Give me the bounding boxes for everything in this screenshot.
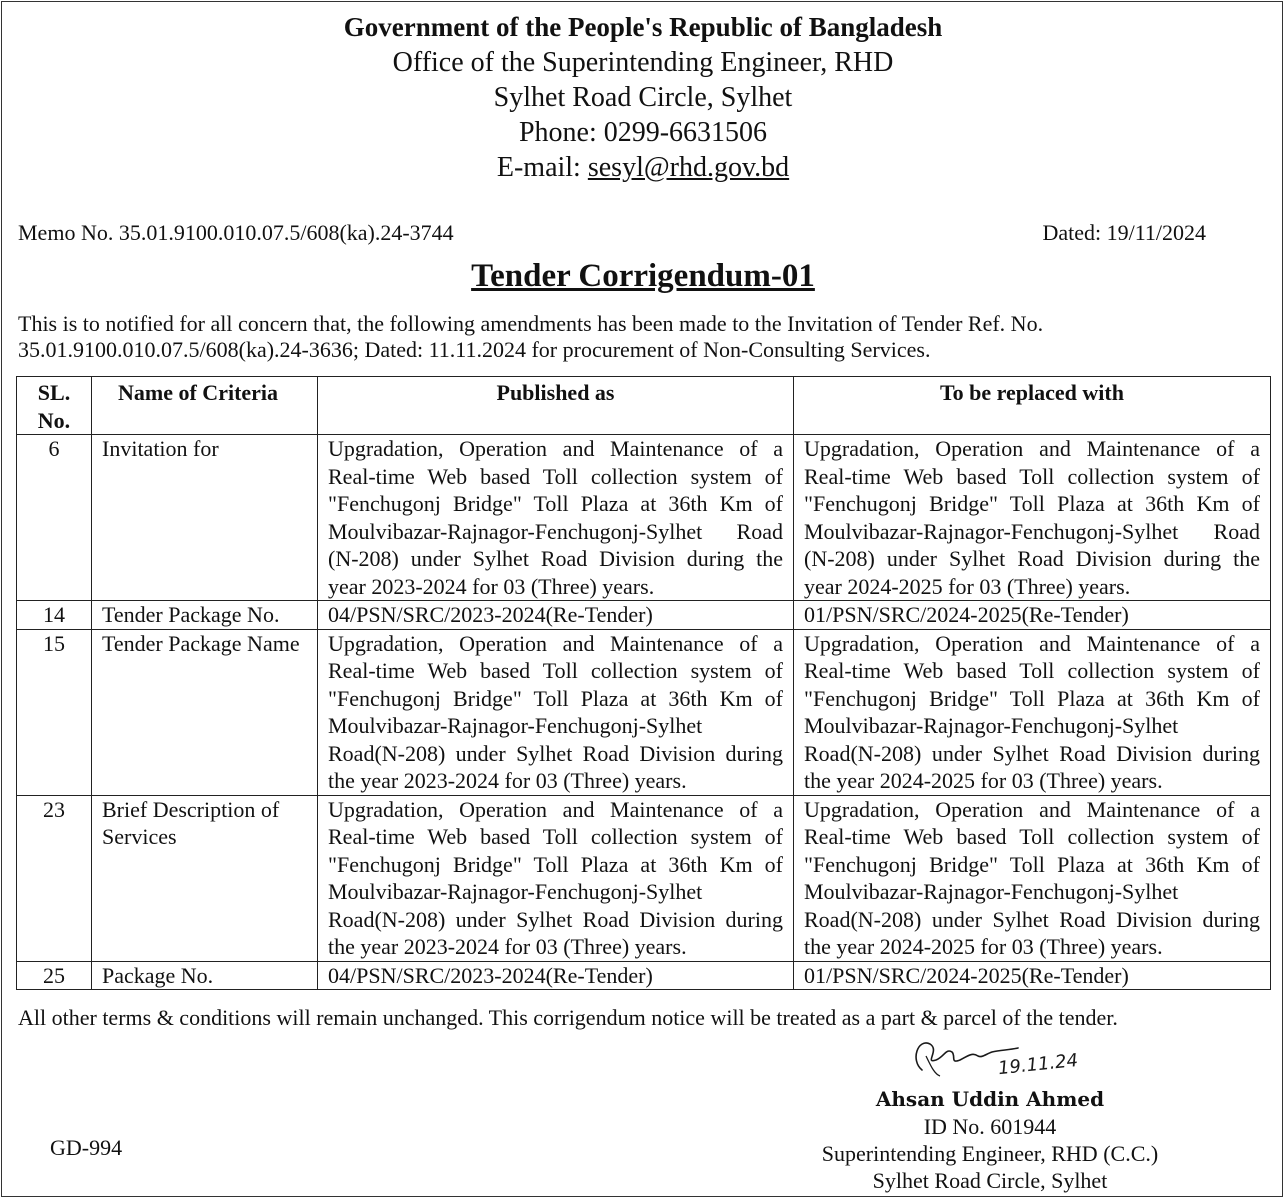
row-replaced: 01/PSN/SRC/2024-2025(Re-Tender) [794, 601, 1271, 630]
table-row [17, 961, 1271, 990]
email-line [0, 150, 1286, 185]
header-sl-line1: SL. [37, 380, 71, 405]
row-replaced: Upgradation, Operation and Maintenance of a Real-time Web based Toll collection system of "Fenchugonj Bridge" Toll Plaza at 36th Km of Moulvibazar-Rajnagor-Fenchugonj-Sylhet Road(N-208) under Sylhet Road Division during the year 2024-2025 for 03 (Three) years. [794, 629, 1271, 795]
footnote: All other terms & conditions will remain unchanged. This corrigendum notice will be treated as a part & parcel of the tender. [18, 1005, 1118, 1030]
row-replaced: Upgradation, Operation and Maintenance of a Real-time Web based Toll collection system of "Fenchugonj Bridge" Toll Plaza at 36th Km of Moulvibazar-Rajnagor-Fenchugonj-Sylhet Road (N-208) under Sylhet Road Division during the year 2024-2025 for 03 (Three) years. [794, 435, 1271, 601]
signature-date: 19.11.24 [997, 1049, 1079, 1080]
gd-number: GD-994 [50, 1135, 123, 1160]
signatory-name: Ahsan Uddin Ahmed [875, 1087, 1105, 1111]
table-row [17, 435, 1271, 601]
row-published: 04/PSN/SRC/2023-2024(Re-Tender) [318, 601, 794, 630]
row-sl: 14 [17, 601, 92, 630]
email-label: E-mail: [496, 152, 588, 183]
row-sl: 15 [17, 629, 92, 795]
email-link[interactable]: sesyl@rhd.gov.bd [587, 152, 790, 183]
signatory-office: Sylhet Road Circle, Sylhet [872, 1168, 1108, 1193]
phone-number: Phone: 0299-6631506 [518, 117, 768, 148]
row-published: Upgradation, Operation and Maintenance of a Real-time Web based Toll collection system of "Fenchugonj Bridge" Toll Plaza at 36th Km of Moulvibazar-Rajnagor-Fenchugonj-Sylhet Road (N-208) under Sylhet Road Division during the year 2023-2024 for 03 (Three) years. [318, 435, 794, 601]
header-criteria: Name of Criteria [92, 377, 318, 435]
row-criteria: Brief Description of Services [92, 795, 318, 961]
table-row [17, 629, 1271, 795]
row-published: Upgradation, Operation and Maintenance of a Real-time Web based Toll collection system of "Fenchugonj Bridge" Toll Plaza at 36th Km of Moulvibazar-Rajnagor-Fenchugonj-Sylhet Road(N-208) under Sylhet Road Division during the year 2023-2024 for 03 (Three) years. [318, 795, 794, 961]
header-published: Published as [318, 377, 794, 435]
signature-graphic [780, 1030, 1200, 1086]
row-published: 04/PSN/SRC/2023-2024(Re-Tender) [318, 961, 794, 990]
row-replaced: Upgradation, Operation and Maintenance of a Real-time Web based Toll collection system of "Fenchugonj Bridge" Toll Plaza at 36th Km of Moulvibazar-Rajnagor-Fenchugonj-Sylhet Road(N-208) under Sylhet Road Division during the year 2024-2025 for 03 (Three) years. [794, 795, 1271, 961]
row-criteria: Tender Package Name [92, 629, 318, 795]
row-criteria: Tender Package No. [92, 601, 318, 630]
header-replaced: To be replaced with [794, 377, 1271, 435]
amendments-table [16, 376, 1271, 990]
letterhead [0, 10, 1286, 185]
government-title: Government of the People's Republic of Bangladesh [343, 12, 943, 42]
row-sl: 6 [17, 435, 92, 601]
header-sl-line2: No. [37, 407, 71, 433]
table-row [17, 795, 1271, 961]
row-published: Upgradation, Operation and Maintenance of a Real-time Web based Toll collection system of "Fenchugonj Bridge" Toll Plaza at 36th Km of Moulvibazar-Rajnagor-Fenchugonj-Sylhet Road(N-208) under Sylhet Road Division during the year 2023-2024 for 03 (Three) years. [318, 629, 794, 795]
signature-scribble [900, 1030, 1100, 1086]
header-sl [17, 377, 92, 435]
signature-block [780, 1030, 1200, 1194]
memo-date: Dated: 19/11/2024 [1042, 220, 1206, 245]
office-name: Office of the Superintending Engineer, RHD [392, 47, 894, 78]
row-criteria: Invitation for [92, 435, 318, 601]
table-row [17, 601, 1271, 630]
circle-name: Sylhet Road Circle, Sylhet [493, 82, 793, 113]
signatory-id: ID No. 601944 [923, 1114, 1057, 1139]
row-criteria: Package No. [92, 961, 318, 990]
intro-paragraph: This is to notified for all concern that, the following amendments has been made to the Invitation of Tender Ref. No. 35.01.9100.010.07.5/608(ka).24-3636; Dated: 11.11.2024 for procurement of Non-Consulting Services. [18, 311, 1044, 362]
signatory-designation: Superintending Engineer, RHD (C.C.) [821, 1141, 1159, 1166]
row-sl: 23 [17, 795, 92, 961]
page-title: Tender Corrigendum-01 [471, 258, 815, 294]
memo-number: Memo No. 35.01.9100.010.07.5/608(ka).24-3744 [18, 220, 454, 245]
table-header-row [17, 377, 1271, 435]
row-replaced: 01/PSN/SRC/2024-2025(Re-Tender) [794, 961, 1271, 990]
row-sl: 25 [17, 961, 92, 990]
